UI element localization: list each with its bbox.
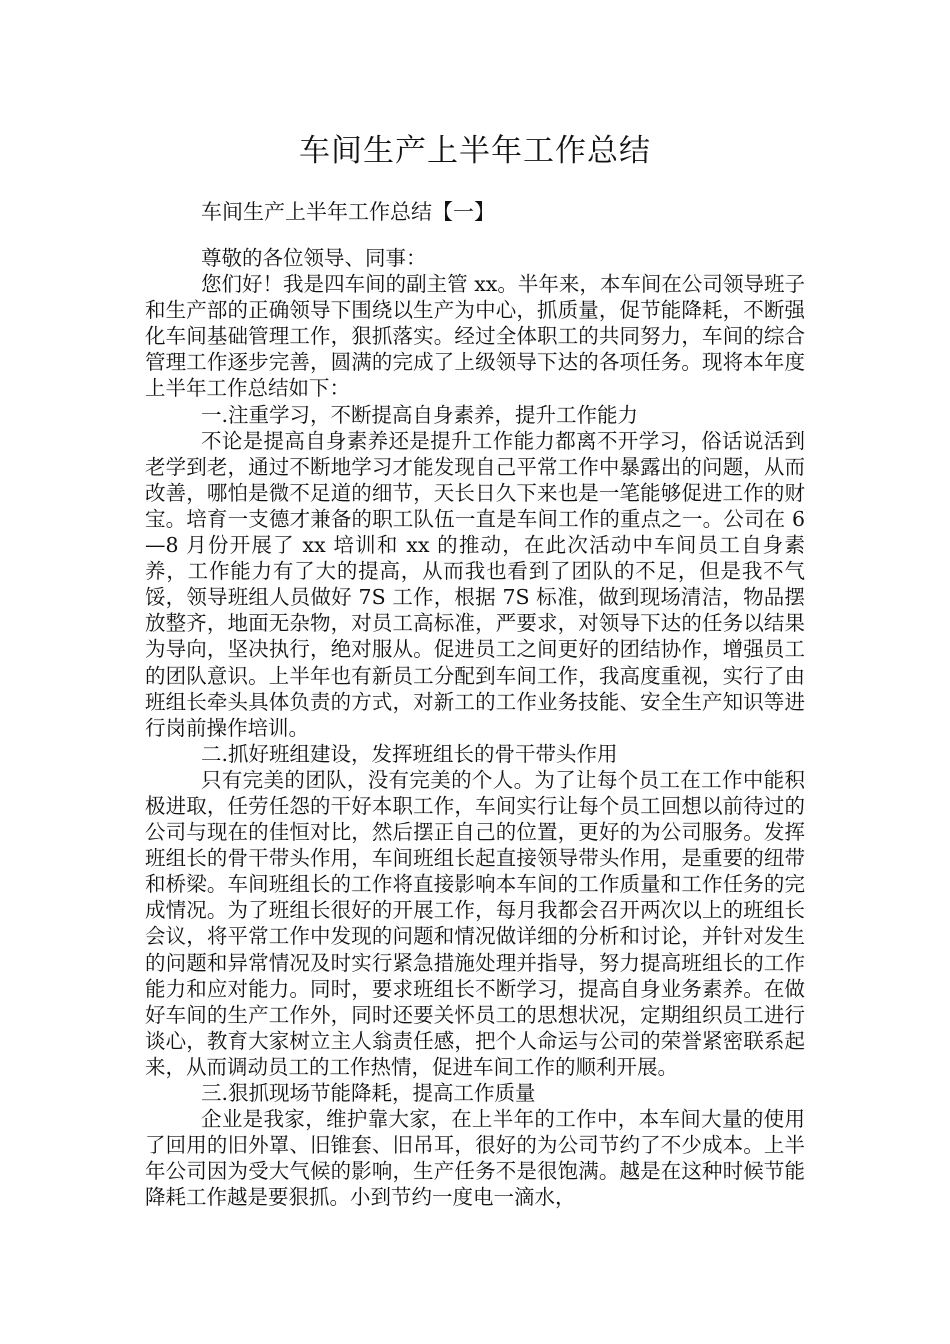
- document-title: 车间生产上半年工作总结: [299, 133, 651, 169]
- paragraph-intro: 您们好！我是四车间的副主管 xx。半年来，本车间在公司领导班子和生产部的正确领导下围绕以生产为中心，抓质量，促节能降耗，不断强化车间基础管理工作，狠抓落实。经过全体职工的共同努力，车间的综合管理工作逐步完善，圆满的完成了上级领导下达的各项任务。现将本年度上半年工作总结如下：: [145, 272, 805, 401]
- section-heading-2: 二.抓好班组建设，发挥班组长的骨干带头作用: [201, 741, 618, 766]
- paragraph-section-1: 不论是提高自身素养还是提升工作能力都离不开学习，俗话说活到老学到老，通过不断地学习才能发现自己平常工作中暴露出的问题，从而改善，哪怕是微不足道的细节，天长日久下来也是一笔能够促进工作的财宝。培育一支德才兼备的职工队伍一直是车间工作的重点之一。公司在 6—8 月份开展了 xx 培训和 xx 的推动，在此次活动中车间员工自身素养，工作能力有了大的提高，从而我也看到了团队的不足，但是我不气馁，领导班组人员做好 7S 工作，根据 7S 标准，做到现场清洁，物品摆放整齐，地面无杂物，对员工高标准，严要求，对领导下达的任务以结果为导向，坚决执行，绝对服从。促进员工之间更好的团结协作，增强员工的团队意识。上半年也有新员工分配到车间工作，我高度重视，实行了由班组长牵头具体负责的方式，对新工的工作业务技能、安全生产知识等进行岗前操作培训。: [145, 428, 805, 740]
- paragraph-section-3: 企业是我家，维护靠大家，在上半年的工作中，本车间大量的使用了回用的旧外罩、旧锥套、旧吊耳，很好的为公司节约了不少成本。上半年公司因为受大气候的影响，生产任务不是很饱满。越是在这种时候节能降耗工作越是要狠抓。小到节约一度电一滴水，: [145, 1107, 805, 1210]
- salutation: 尊敬的各位领导、同事：: [201, 246, 427, 270]
- document-body: [145, 245, 805, 1210]
- document-subtitle: 车间生产上半年工作总结【一】: [201, 200, 495, 224]
- paragraph-section-2: 只有完美的团队，没有完美的个人。为了让每个员工在工作中能积极进取，任劳任怨的干好本职工作，车间实行让每个员工回想以前待过的公司与现在的佳恒对比，然后摆正自己的位置，更好的为公司服务。发挥班组长的骨干带头作用，车间班组长起直接领导带头作用，是重要的纽带和桥梁。车间班组长的工作将直接影响本车间的工作质量和工作任务的完成情况。为了班组长很好的开展工作，每月我都会召开两次以上的班组长会议，将平常工作中发现的问题和情况做详细的分析和讨论，并针对发生的问题和异常情况及时实行紧急措施处理并指导，努力提高班组长的工作能力和应对能力。同时，要求班组长不断学习，提高自身业务素养。在做好车间的生产工作外，同时还要关怀员工的思想状况，定期组织员工进行谈心，教育大家树立主人翁责任感，把个人命运与公司的荣誉紧密联系起来，从而调动员工的工作热情，促进车间工作的顺利开展。: [145, 767, 805, 1079]
- section-heading-3: 三.狠抓现场节能降耗，提高工作质量: [201, 1081, 536, 1105]
- section-heading-1: 一.注重学习，不断提高自身素养，提升工作能力: [201, 402, 639, 427]
